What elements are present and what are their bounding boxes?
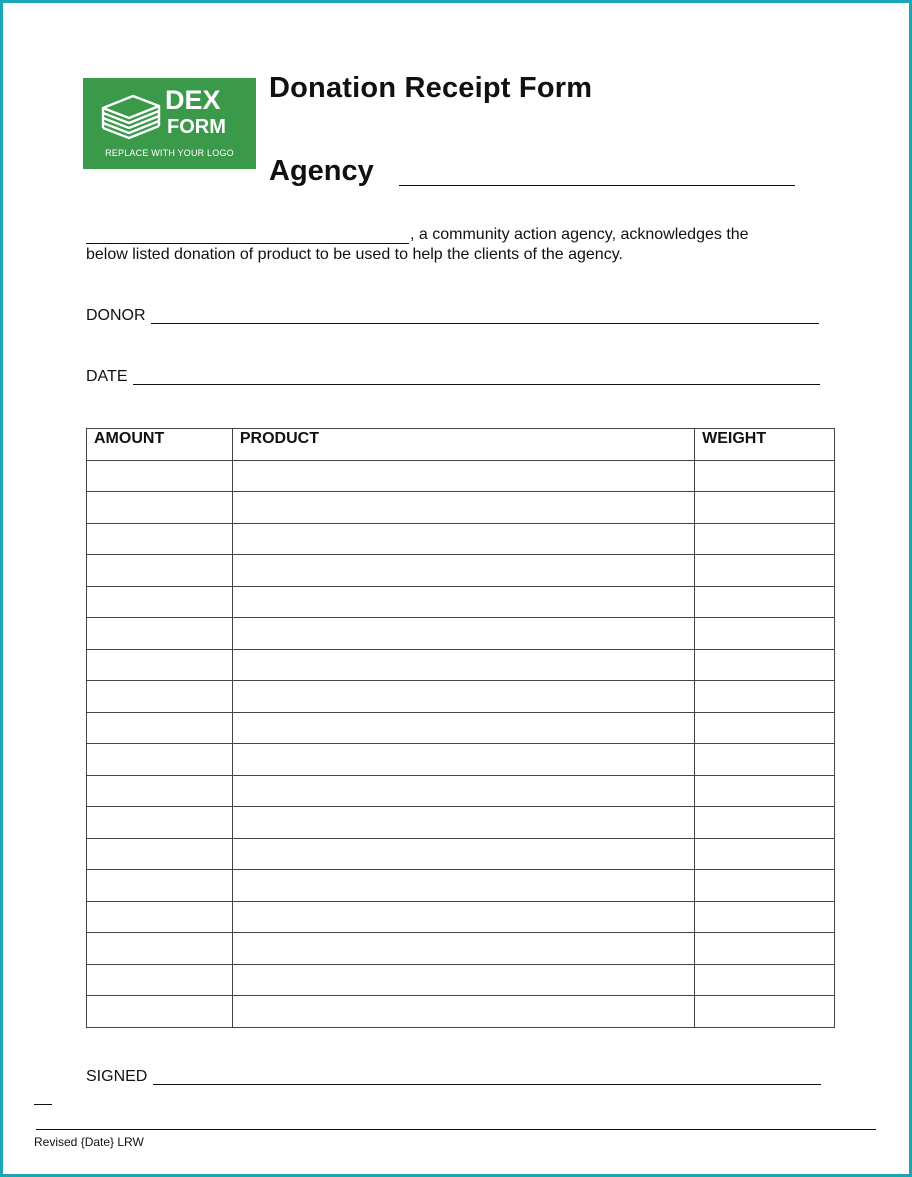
column-header-product: PRODUCT [232, 429, 694, 461]
cell-product[interactable] [232, 523, 694, 555]
cell-amount[interactable] [87, 460, 233, 492]
cell-weight[interactable] [695, 681, 835, 713]
cell-weight[interactable] [695, 996, 835, 1028]
cell-weight[interactable] [695, 870, 835, 902]
cell-amount[interactable] [87, 555, 233, 587]
cell-product[interactable] [232, 775, 694, 807]
table-row [87, 523, 835, 555]
agency-label: Agency [269, 155, 374, 187]
cell-product[interactable] [232, 807, 694, 839]
cell-amount[interactable] [87, 807, 233, 839]
donor-blank-line[interactable] [151, 323, 819, 324]
table-row [87, 649, 835, 681]
table-row [87, 807, 835, 839]
acknowledgment-line2: below listed donation of product to be used to help the clients of the agency. [86, 246, 623, 263]
cell-weight[interactable] [695, 649, 835, 681]
table-row [87, 555, 835, 587]
cell-weight[interactable] [695, 460, 835, 492]
column-header-weight: WEIGHT [695, 429, 835, 461]
cell-product[interactable] [232, 744, 694, 776]
revision-note: Revised {Date} LRW [34, 1135, 144, 1149]
cell-amount[interactable] [87, 870, 233, 902]
table-header-row [87, 429, 835, 461]
acknowledgment-line1: , a community action agency, acknowledges the [410, 226, 749, 243]
table-row [87, 712, 835, 744]
cell-amount[interactable] [87, 586, 233, 618]
cell-weight[interactable] [695, 712, 835, 744]
cell-weight[interactable] [695, 775, 835, 807]
table-row [87, 744, 835, 776]
cell-product[interactable] [232, 618, 694, 650]
paper-stack-icon [97, 86, 163, 144]
logo-brand-line2: FORM [167, 116, 226, 138]
logo-brand-line1: DEX [165, 85, 221, 115]
table-row [87, 870, 835, 902]
cell-product[interactable] [232, 586, 694, 618]
cell-amount[interactable] [87, 996, 233, 1028]
cell-amount[interactable] [87, 775, 233, 807]
cell-amount[interactable] [87, 649, 233, 681]
agency-blank-line[interactable] [399, 185, 795, 186]
cell-amount[interactable] [87, 618, 233, 650]
cell-amount[interactable] [87, 838, 233, 870]
cell-product[interactable] [232, 681, 694, 713]
cell-product[interactable] [232, 996, 694, 1028]
cell-weight[interactable] [695, 744, 835, 776]
cell-amount[interactable] [87, 964, 233, 996]
table-row [87, 901, 835, 933]
cell-product[interactable] [232, 838, 694, 870]
table-row [87, 933, 835, 965]
logo-tagline: REPLACE WITH YOUR LOGO [105, 148, 234, 158]
cell-product[interactable] [232, 460, 694, 492]
date-blank-line[interactable] [133, 384, 820, 385]
cell-weight[interactable] [695, 901, 835, 933]
cell-amount[interactable] [87, 523, 233, 555]
signature-blank-line[interactable] [153, 1084, 821, 1085]
cell-product[interactable] [232, 492, 694, 524]
cell-amount[interactable] [87, 492, 233, 524]
table-row [87, 492, 835, 524]
table-row [87, 460, 835, 492]
form-title: Donation Receipt Form [269, 72, 593, 104]
table-row [87, 681, 835, 713]
cell-product[interactable] [232, 649, 694, 681]
cell-product[interactable] [232, 964, 694, 996]
cell-weight[interactable] [695, 618, 835, 650]
cell-amount[interactable] [87, 901, 233, 933]
cell-weight[interactable] [695, 807, 835, 839]
table-row [87, 996, 835, 1028]
cell-weight[interactable] [695, 838, 835, 870]
donation-items-table [86, 428, 835, 1028]
column-header-amount: AMOUNT [87, 429, 233, 461]
footer-dash [34, 1104, 52, 1105]
cell-amount[interactable] [87, 933, 233, 965]
cell-weight[interactable] [695, 555, 835, 587]
table-row [87, 838, 835, 870]
cell-amount[interactable] [87, 744, 233, 776]
table-row [87, 618, 835, 650]
cell-weight[interactable] [695, 523, 835, 555]
cell-amount[interactable] [87, 712, 233, 744]
cell-weight[interactable] [695, 586, 835, 618]
cell-product[interactable] [232, 901, 694, 933]
agency-name-blank-line[interactable] [86, 243, 409, 244]
cell-product[interactable] [232, 870, 694, 902]
cell-product[interactable] [232, 712, 694, 744]
donor-label: DONOR [86, 307, 146, 324]
cell-weight[interactable] [695, 492, 835, 524]
cell-weight[interactable] [695, 933, 835, 965]
cell-product[interactable] [232, 933, 694, 965]
signed-label: SIGNED [86, 1068, 148, 1085]
table-row [87, 964, 835, 996]
footer-divider [36, 1129, 876, 1130]
date-label: DATE [86, 368, 128, 385]
cell-weight[interactable] [695, 964, 835, 996]
table-row [87, 586, 835, 618]
cell-amount[interactable] [87, 681, 233, 713]
cell-product[interactable] [232, 555, 694, 587]
company-logo [83, 78, 256, 169]
table-row [87, 775, 835, 807]
